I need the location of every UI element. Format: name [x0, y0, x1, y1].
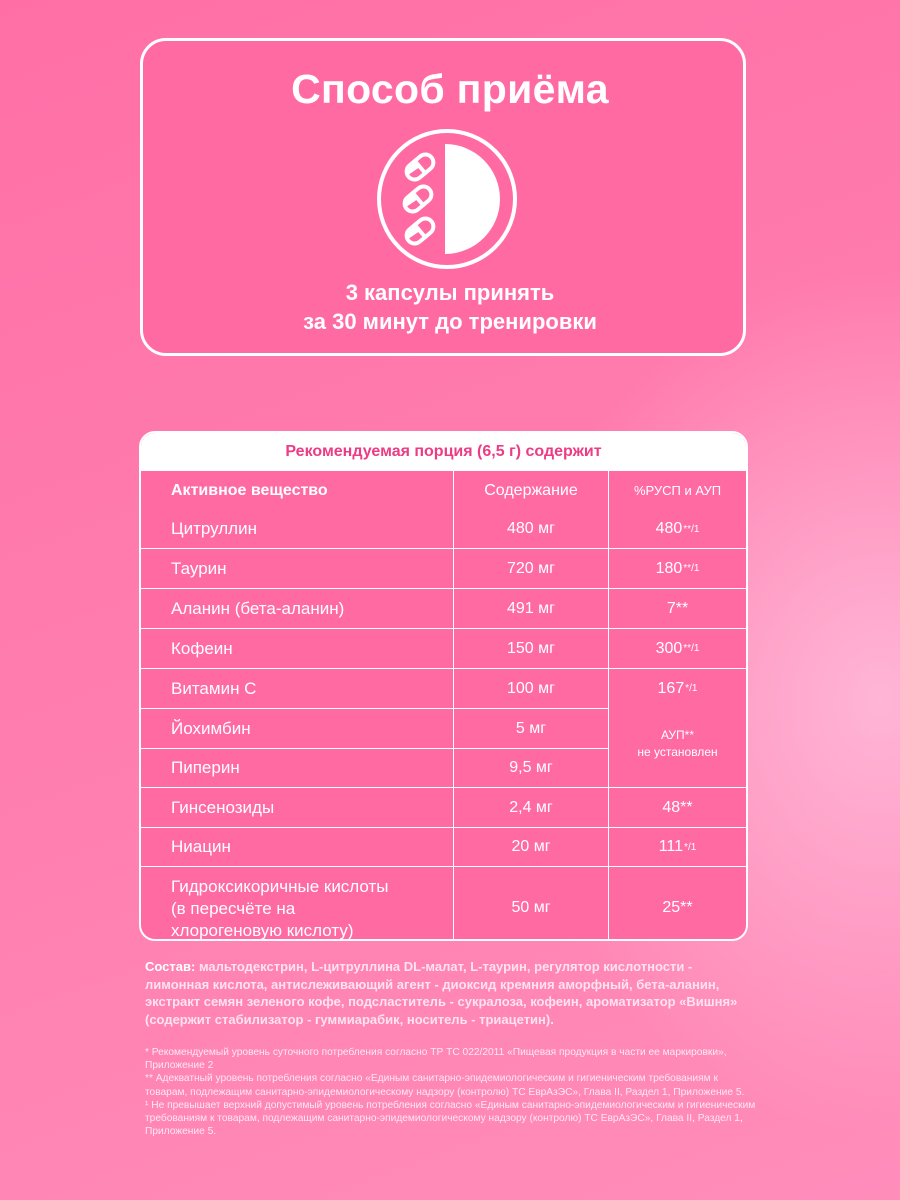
substance-name: Таурин [171, 558, 227, 578]
table-row [141, 827, 746, 866]
percent-footnote-mark: **/1 [683, 563, 700, 574]
substance-percent [608, 549, 746, 588]
substance-amount: 100 мг [453, 669, 608, 708]
percent-footnote-mark: **/1 [683, 523, 700, 535]
table-row [141, 787, 746, 827]
substance-percent [608, 828, 746, 866]
percent-value: 480 [655, 520, 683, 537]
substance-amount: 5 мг [453, 709, 608, 748]
percent-value: 48** [662, 798, 693, 816]
footnote-1: * Рекомендуемый уровень суточного потребления согласно ТР ТС 022/2011 «Пищевая продукция в части ее маркировки», Приложение 2 [145, 1047, 727, 1072]
substance-amount: 150 мг [453, 629, 608, 668]
substance-percent [608, 589, 746, 628]
usage-line-2: за 30 минут до тренировки [303, 309, 597, 334]
percent-footnote-mark: */1 [685, 683, 698, 694]
substance-percent [608, 510, 746, 548]
substance-amount: 491 мг [453, 589, 608, 628]
usage-line-1: 3 капсулы принять [345, 280, 555, 305]
substance-name-line: Гидроксикоричные кислоты [171, 876, 389, 896]
substance-amount: 9,5 мг [453, 749, 608, 787]
footnote-3: ¹ Не превышает верхний допустимый уровень потребления согласно «Единым санитарно-эпидемиологическим и гигиеническим требованиям к товарам, подлежащим санитарно-эпидемиологическому надзору (контролю) ТС ЕврАзЭС», Глава II, Раздел 1, Приложение 5. [145, 1099, 756, 1138]
table-row [141, 628, 746, 668]
substance-name: Цитруллин [171, 519, 257, 538]
usage-instructions [0, 278, 900, 336]
substance-percent [608, 629, 746, 668]
percent-value: 180 [655, 559, 683, 577]
header-percent: %РУСП и АУП [608, 471, 746, 510]
substance-percent [608, 867, 746, 941]
substance-name: Гинсенозиды [171, 797, 275, 817]
composition-label: Состав: [145, 959, 196, 974]
percent-value: 111 [658, 838, 684, 855]
percent-value: 167 [657, 679, 685, 697]
composition-text: мальтодекстрин, L-цитруллина DL-малат, L-таурин, регулятор кислотности - лимонная кислота, антислеживающий агент - диоксид кремния аморфный, бета-аланин, экстракт семян зеленого кофе, подсластитель - сукралоза, кофеин, ароматизатор «Вишня» (содержит стабилизатор - гуммиарабик, носитель - триацетин). [145, 959, 738, 1027]
substance-amount: 480 мг [453, 510, 608, 548]
usage-title: Способ приёма [291, 66, 609, 112]
table-grid [141, 471, 746, 941]
merged-note-line-1: АУП** [660, 727, 695, 742]
merged-note-line-2: не установлен [637, 744, 718, 759]
table-header-row [141, 471, 746, 510]
merged-aup-note [609, 705, 746, 782]
footnote-2: ** Адекватный уровень потребления согласно «Единым санитарно-эпидемиологическим и гигиеническим требованиям к товарам, подлежащим санитарно-эпидемиологическому надзору (контролю) ТС ЕврАзЭС», Глава II, Раздел 1, Приложение 5. [145, 1073, 745, 1098]
substance-name: Кофеин [171, 638, 233, 658]
substance-amount: 20 мг [453, 828, 608, 866]
substance-name [141, 867, 453, 941]
substance-name-line: (в пересчёте на [171, 898, 296, 918]
table-row [141, 668, 746, 708]
table-row [141, 548, 746, 588]
substance-name: Йохимбин [171, 718, 251, 738]
header-amount: Содержание [453, 471, 608, 510]
substance-percent [608, 669, 746, 708]
substance-percent [608, 788, 746, 827]
substance-name: Ниацин [171, 837, 231, 856]
substance-amount: 50 мг [453, 867, 608, 941]
table-row [141, 510, 746, 548]
table-caption: Рекомендуемая порция (6,5 г) содержит [141, 433, 746, 471]
substance-amount: 2,4 мг [453, 788, 608, 827]
composition [145, 958, 757, 1028]
footnotes [145, 1046, 760, 1138]
table-row [141, 866, 746, 941]
substance-name: Аланин (бета-аланин) [171, 598, 345, 618]
header-substance: Активное вещество [171, 481, 328, 499]
table-row [141, 588, 746, 628]
capsules-half-circle-icon [372, 124, 522, 274]
substance-name: Пиперин [171, 758, 240, 777]
percent-value: 25** [662, 898, 693, 916]
percent-footnote-mark: */1 [684, 841, 697, 853]
percent-footnote-mark: **/1 [683, 643, 700, 654]
substance-name: Витамин С [171, 678, 257, 698]
percent-value: 300 [655, 639, 683, 657]
substance-name-line: хлорогеновую кислоту) [171, 920, 354, 940]
nutrition-table [139, 431, 748, 941]
substance-amount: 720 мг [453, 549, 608, 588]
percent-value: 7** [666, 599, 689, 617]
